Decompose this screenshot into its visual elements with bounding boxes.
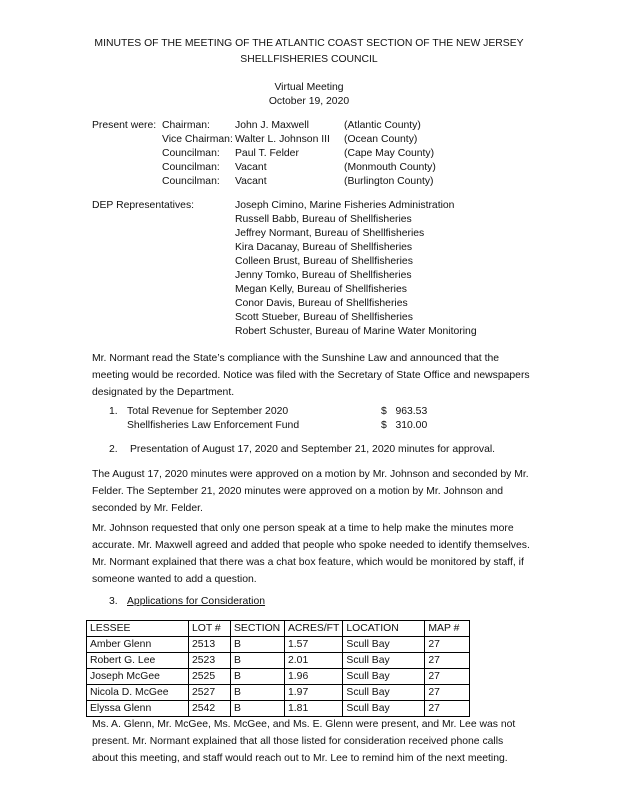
item-2-number: 2.: [109, 444, 118, 455]
enforcement-fund-amount: $ 310.00: [381, 420, 428, 431]
present-label: Present were:: [92, 120, 157, 131]
enforcement-fund-label: Shellfisheries Law Enforcement Fund: [127, 420, 300, 431]
table-cell: Scull Bay: [343, 653, 425, 669]
table-cell: B: [231, 653, 285, 669]
table-cell: 2513: [189, 637, 231, 653]
table-cell: 1.81: [285, 701, 343, 717]
table-row: [87, 685, 470, 701]
dep-rep: Joseph Cimino, Marine Fisheries Administration: [235, 200, 455, 211]
attendance-paragraph: Ms. A. Glenn, Mr. McGee, Ms. McGee, and Ms. E. Glenn were present, and Mr. Lee was not present. Mr. Normant explained that all those listed for consideration received phone calls about this meeting, and staff would reach out to Mr. Lee to remind him of the next meeting.: [92, 719, 516, 764]
table-cell: 2523: [189, 653, 231, 669]
dep-rep: Jeffrey Normant, Bureau of Shellfisheries: [235, 228, 425, 239]
applications-table: [86, 620, 470, 717]
total-revenue-amount: $ 963.53: [381, 406, 428, 417]
member-name: Paul T. Felder: [235, 148, 299, 159]
dep-rep: Russell Babb, Bureau of Shellfisheries: [235, 214, 412, 225]
table-cell: 1.57: [285, 637, 343, 653]
table-header-cell: ACRES/FT: [285, 621, 343, 637]
table-cell: 27: [425, 669, 470, 685]
dep-label: DEP Representatives:: [92, 200, 195, 211]
member-name: Vacant: [235, 176, 267, 187]
table-cell: B: [231, 637, 285, 653]
table-cell: Robert G. Lee: [87, 653, 189, 669]
table-cell: 1.96: [285, 669, 343, 685]
table-row: [87, 653, 470, 669]
meeting-date: October 19, 2020: [268, 96, 350, 107]
dep-rep: Megan Kelly, Bureau of Shellfisheries: [235, 284, 407, 295]
dep-rep: Colleen Brust, Bureau of Shellfisheries: [235, 256, 413, 267]
table-cell: Scull Bay: [343, 701, 425, 717]
table-cell: 2.01: [285, 653, 343, 669]
member-name: John J. Maxwell: [235, 120, 309, 131]
item-3-number: 3.: [109, 596, 118, 607]
table-cell: 27: [425, 637, 470, 653]
member-name: Walter L. Johnson III: [235, 134, 330, 145]
table-header-cell: LESSEE: [87, 621, 189, 637]
table-cell: 27: [425, 701, 470, 717]
table-cell: B: [231, 685, 285, 701]
table-cell: Elyssa Glenn: [87, 701, 189, 717]
table-row: [87, 701, 470, 717]
table-header-cell: LOT #: [189, 621, 231, 637]
member-county: (Monmouth County): [344, 162, 436, 173]
table-row: [87, 637, 470, 653]
sunshine-law-paragraph: Mr. Normant read the State’s compliance with the Sunshine Law and announced that the meeting would be recorded. Notice was filed with the Secretary of State Office and newspapers designated by the Department.: [92, 353, 530, 398]
member-role: Councilman:: [162, 148, 220, 159]
item-2-text: Presentation of August 17, 2020 and September 21, 2020 minutes for approval.: [130, 444, 496, 455]
member-county: (Ocean County): [344, 134, 418, 145]
table-cell: 27: [425, 685, 470, 701]
dep-rep: Robert Schuster, Bureau of Marine Water Monitoring: [235, 326, 477, 337]
member-role: Chairman:: [162, 120, 210, 131]
table-cell: Amber Glenn: [87, 637, 189, 653]
applications-heading: Applications for Consideration: [127, 596, 266, 607]
dep-rep: Kira Dacanay, Bureau of Shellfisheries: [235, 242, 413, 253]
table-cell: 2542: [189, 701, 231, 717]
dep-rep: Conor Davis, Bureau of Shellfisheries: [235, 298, 408, 309]
item-1-number: 1.: [109, 406, 118, 417]
table-header-row: [87, 621, 470, 637]
table-header-cell: MAP #: [425, 621, 470, 637]
document-title-line-2: SHELLFISHERIES COUNCIL: [240, 54, 378, 65]
table-cell: Scull Bay: [343, 669, 425, 685]
table-cell: 2527: [189, 685, 231, 701]
document-title-line-1: MINUTES OF THE MEETING OF THE ATLANTIC COAST SECTION OF THE NEW JERSEY: [94, 38, 524, 49]
table-row: [87, 669, 470, 685]
meeting-type: Virtual Meeting: [274, 82, 344, 93]
table-cell: Scull Bay: [343, 685, 425, 701]
minutes-approval-paragraph: The August 17, 2020 minutes were approved on a motion by Mr. Johnson and seconded by Mr. Felder. The September 21, 2020 minutes were approved on a motion by Mr. Johnson and seconded by Mr. Felder.: [92, 469, 529, 514]
total-revenue-label: Total Revenue for September 2020: [127, 406, 289, 417]
table-cell: Joseph McGee: [87, 669, 189, 685]
table-cell: 2525: [189, 669, 231, 685]
member-county: (Cape May County): [344, 148, 435, 159]
table-cell: Nicola D. McGee: [87, 685, 189, 701]
member-county: (Burlington County): [344, 176, 434, 187]
table-cell: B: [231, 669, 285, 685]
table-cell: 1.97: [285, 685, 343, 701]
member-role: Councilman:: [162, 176, 220, 187]
speaking-procedure-paragraph: Mr. Johnson requested that only one person speak at a time to help make the minutes more accurate. Mr. Maxwell agreed and added that people who spoke needed to identify themselves. Mr. Normant explained that there was a chat box feature, which would be monitored by staff, if someone wanted to add a question.: [92, 523, 530, 585]
table-cell: Scull Bay: [343, 637, 425, 653]
dep-rep: Jenny Tomko, Bureau of Shellfisheries: [235, 270, 412, 281]
table-cell: 27: [425, 653, 470, 669]
member-role: Vice Chairman:: [162, 134, 233, 145]
dep-rep: Scott Stueber, Bureau of Shellfisheries: [235, 312, 413, 323]
table-header-cell: SECTION: [231, 621, 285, 637]
table-cell: B: [231, 701, 285, 717]
member-county: (Atlantic County): [344, 120, 421, 131]
member-name: Vacant: [235, 162, 267, 173]
member-role: Councilman:: [162, 162, 220, 173]
table-header-cell: LOCATION: [343, 621, 425, 637]
